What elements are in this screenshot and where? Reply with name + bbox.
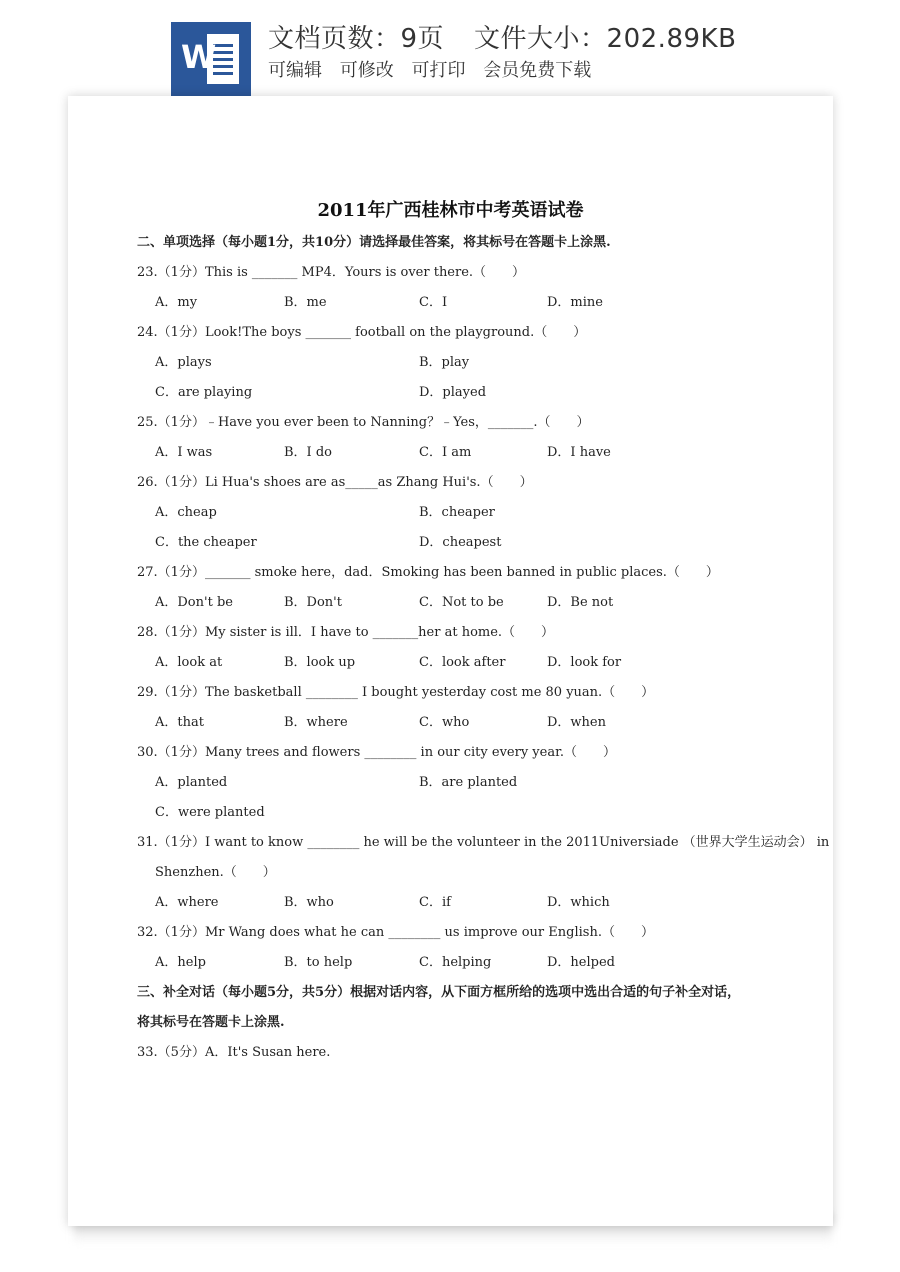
option-a: A．where [155,895,219,910]
file-size: 文件大小：202.89KB [474,24,737,54]
question-stem: 26.（1分）Li Hua's shoes are as_____as Zhang Hui's.（ ） [137,475,533,490]
option-a: A．that [155,715,204,730]
option-a: A．look at [155,655,223,670]
option-d: D．look for [547,655,622,670]
word-document-icon: W [171,22,251,96]
option-a: A．Don't be [155,595,233,610]
option-a: A．cheap [155,505,217,520]
feature-printable: 可打印 [411,60,466,81]
feature-modifiable: 可修改 [339,60,394,81]
question-stem: 31.（1分）I want to know ________ he will be the volunteer in the 2011Universiade （世界大学生运动会） in [137,835,830,850]
option-b: B．me [284,295,327,310]
question-stem: 28.（1分）My sister is ill．I have to _______her at home.（ ） [137,625,555,640]
question-stem: 30.（1分）Many trees and flowers ________ in our city every year.（ ） [137,745,617,760]
question-stem: 33.（5分）A．It's Susan here. [137,1045,331,1060]
feature-list [268,56,603,82]
option-c: C．the cheaper [155,535,257,550]
option-c: C．if [419,895,451,910]
download-banner [0,0,900,96]
question-stem: 23.（1分）This is _______ MP4．Yours is over there.（ ） [137,265,526,280]
question-stem: 25.（1分）﹣Have you ever been to Nanning？﹣Yes，_______.（ ） [137,415,590,430]
option-b: B．where [284,715,348,730]
option-b: B．Don't [284,595,342,610]
question-stem: 27.（1分）_______ smoke here，dad．Smoking has been banned in public places.（ ） [137,565,719,580]
option-c: C．helping [419,955,492,970]
section-2-heading: 二、单项选择（每小题1分，共10分）请选择最佳答案，将其标号在答题卡上涂黑. [137,235,611,250]
question-stem: 32.（1分）Mr Wang does what he can ________ us improve our English.（ ） [137,925,654,940]
option-d: D．helped [547,955,615,970]
section-3-heading: 三、补全对话（每小题5分，共5分）根据对话内容，从下面方框所给的选项中选出合适的句子补全对话， [137,985,741,1000]
feature-free-download: 会员免费下载 [483,60,592,81]
option-b: B．who [284,895,334,910]
option-b: B．to help [284,955,353,970]
option-b: B．I do [284,445,332,460]
option-d: D．mine [547,295,603,310]
option-a: A．I was [155,445,213,460]
page-count: 文档页数：9页 [268,24,445,54]
option-b: B．look up [284,655,356,670]
question-stem: 24.（1分）Look!The boys _______ football on the playground.（ ） [137,325,587,340]
section-3-heading-continued: 将其标号在答题卡上涂黑. [137,1015,285,1030]
option-a: A．my [155,295,198,310]
option-b: B．are planted [419,775,518,790]
option-c: C．were planted [155,805,265,820]
option-b: B．play [419,355,470,370]
option-d: D．when [547,715,606,730]
feature-editable: 可编辑 [268,60,322,81]
exam-title: 2011年广西桂林市中考英语试卷 [317,200,584,221]
option-c: C．look after [419,655,506,670]
option-b: B．cheaper [419,505,495,520]
question-stem-continued: Shenzhen.（ ） [155,865,276,880]
option-d: D．Be not [547,595,614,610]
option-a: A．plays [155,355,212,370]
question-stem: 29.（1分）The basketball ________ I bought yesterday cost me 80 yuan.（ ） [137,685,655,700]
document-page [68,96,833,1226]
option-a: A．help [155,955,206,970]
file-meta [268,18,766,55]
option-d: D．cheapest [419,535,502,550]
option-d: D．which [547,895,610,910]
option-d: D．played [419,385,487,400]
option-c: C．I am [419,445,472,460]
option-d: D．I have [547,445,611,460]
option-c: C．who [419,715,470,730]
option-a: A．planted [155,775,228,790]
option-c: C．I [419,295,448,310]
option-c: C．Not to be [419,595,504,610]
option-c: C．are playing [155,385,253,400]
